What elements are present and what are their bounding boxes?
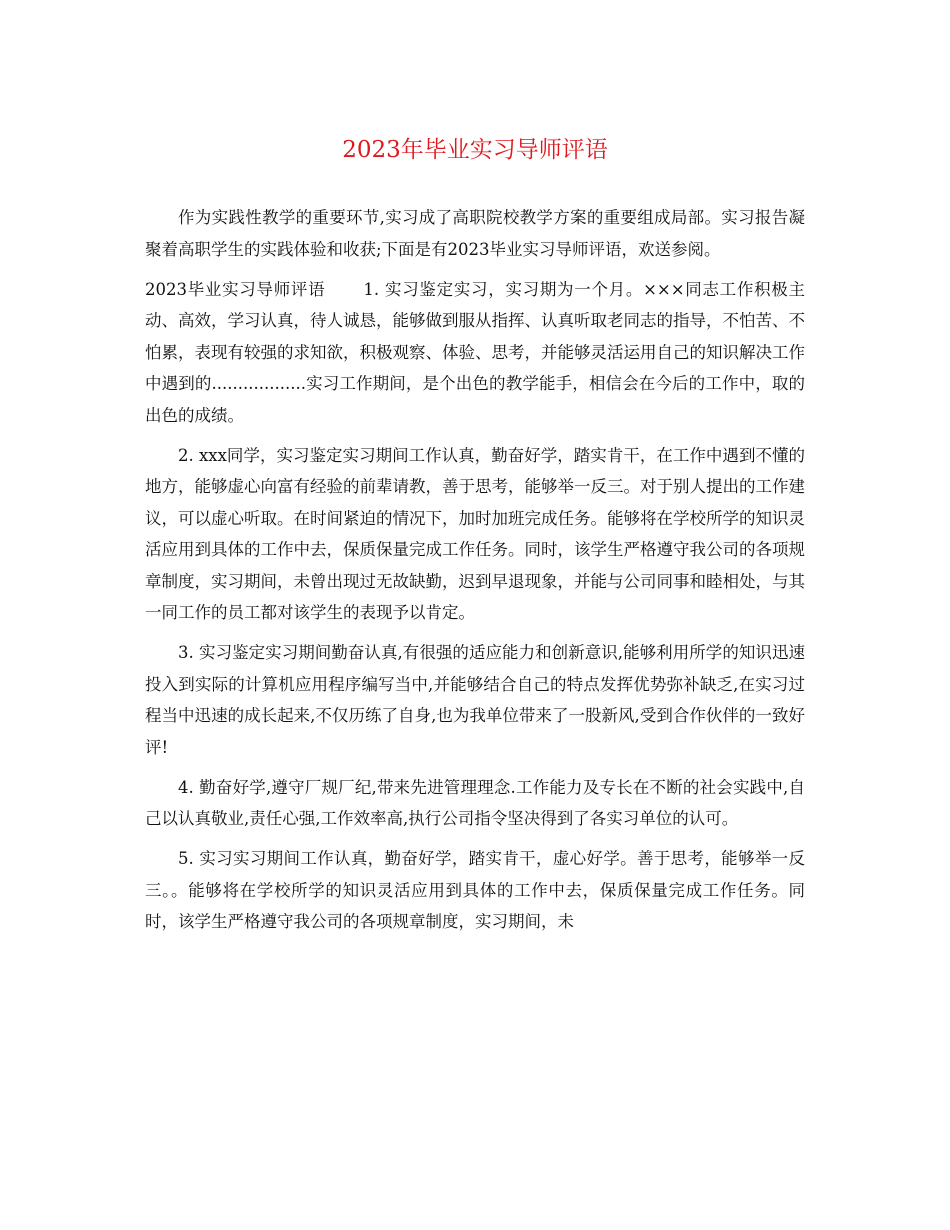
section-label: 2023毕业实习导师评语 xyxy=(145,279,326,299)
evaluation-item-1: 1. 实习鉴定实习，实习期为一个月。×××同志工作积极主动、高效，学习认真，待人诚恳，能够做到服从指挥、认真听取老同志的指导，不怕苦、不怕累，表现有较强的求知欲，积极观察、体验、思考，并能够灵活运用自己的知识解决工作中遇到的..................实习工作期间，是个出色的教学能手，相信会在今后的工作中，取的出色的成绩。 xyxy=(145,279,805,425)
evaluation-item-5: 5. 实习实习期间工作认真，勤奋好学，踏实肯干，虚心好学。善于思考，能够举一反三。。能够将在学校所学的知识灵活应用到具体的工作中去，保质保量完成工作任务。同时，该学生严格遵守我公司的各项规章制度，实习期间，未 xyxy=(145,849,805,931)
evaluation-item-3: 3. 实习鉴定实习期间勤奋认真,有很强的适应能力和创新意识,能够利用所学的知识迅速投入到实际的计算机应用程序编写当中,并能够结合自己的特点发挥优势弥补缺乏,在实习过程当中迅速的成长起来,不仅历练了自身,也为我单位带来了一股新风,受到合作伙伴的一致好评! xyxy=(145,643,805,757)
document-title: 2023年毕业实习导师评语 xyxy=(342,137,608,163)
evaluation-item-4: 4. 勤奋好学,遵守厂规厂纪,带来先进管理理念.工作能力及专长在不断的社会实践中,自己以认真敬业,责任心强,工作效率高,执行公司指令坚决得到了各实习单位的认可。 xyxy=(145,777,805,828)
intro-paragraph: 作为实践性教学的重要环节,实习成了高职院校教学方案的重要组成局部。实习报告凝聚着高职学生的实践体验和收获;下面是有2023毕业实习导师评语，欢送参阅。 xyxy=(145,208,805,259)
evaluation-item-2: 2. xxx同学，实习鉴定实习期间工作认真，勤奋好学，踏实肯干，在工作中遇到不懂的地方，能够虚心向富有经验的前辈请教，善于思考，能够举一反三。对于别人提出的工作建议，可以虚心听取。在时间紧迫的情况下，加时加班完成任务。能够将在学校所学的知识灵活应用到具体的工作中去，保质保量完成工作任务。同时，该学生严格遵守我公司的各项规章制度，实习期间，未曾出现过无故缺勤，迟到早退现象，并能与公司同事和睦相处，与其一同工作的员工都对该学生的表现予以肯定。 xyxy=(145,445,805,622)
document-body xyxy=(145,202,805,946)
evaluation-item-1-paragraph xyxy=(145,274,805,432)
